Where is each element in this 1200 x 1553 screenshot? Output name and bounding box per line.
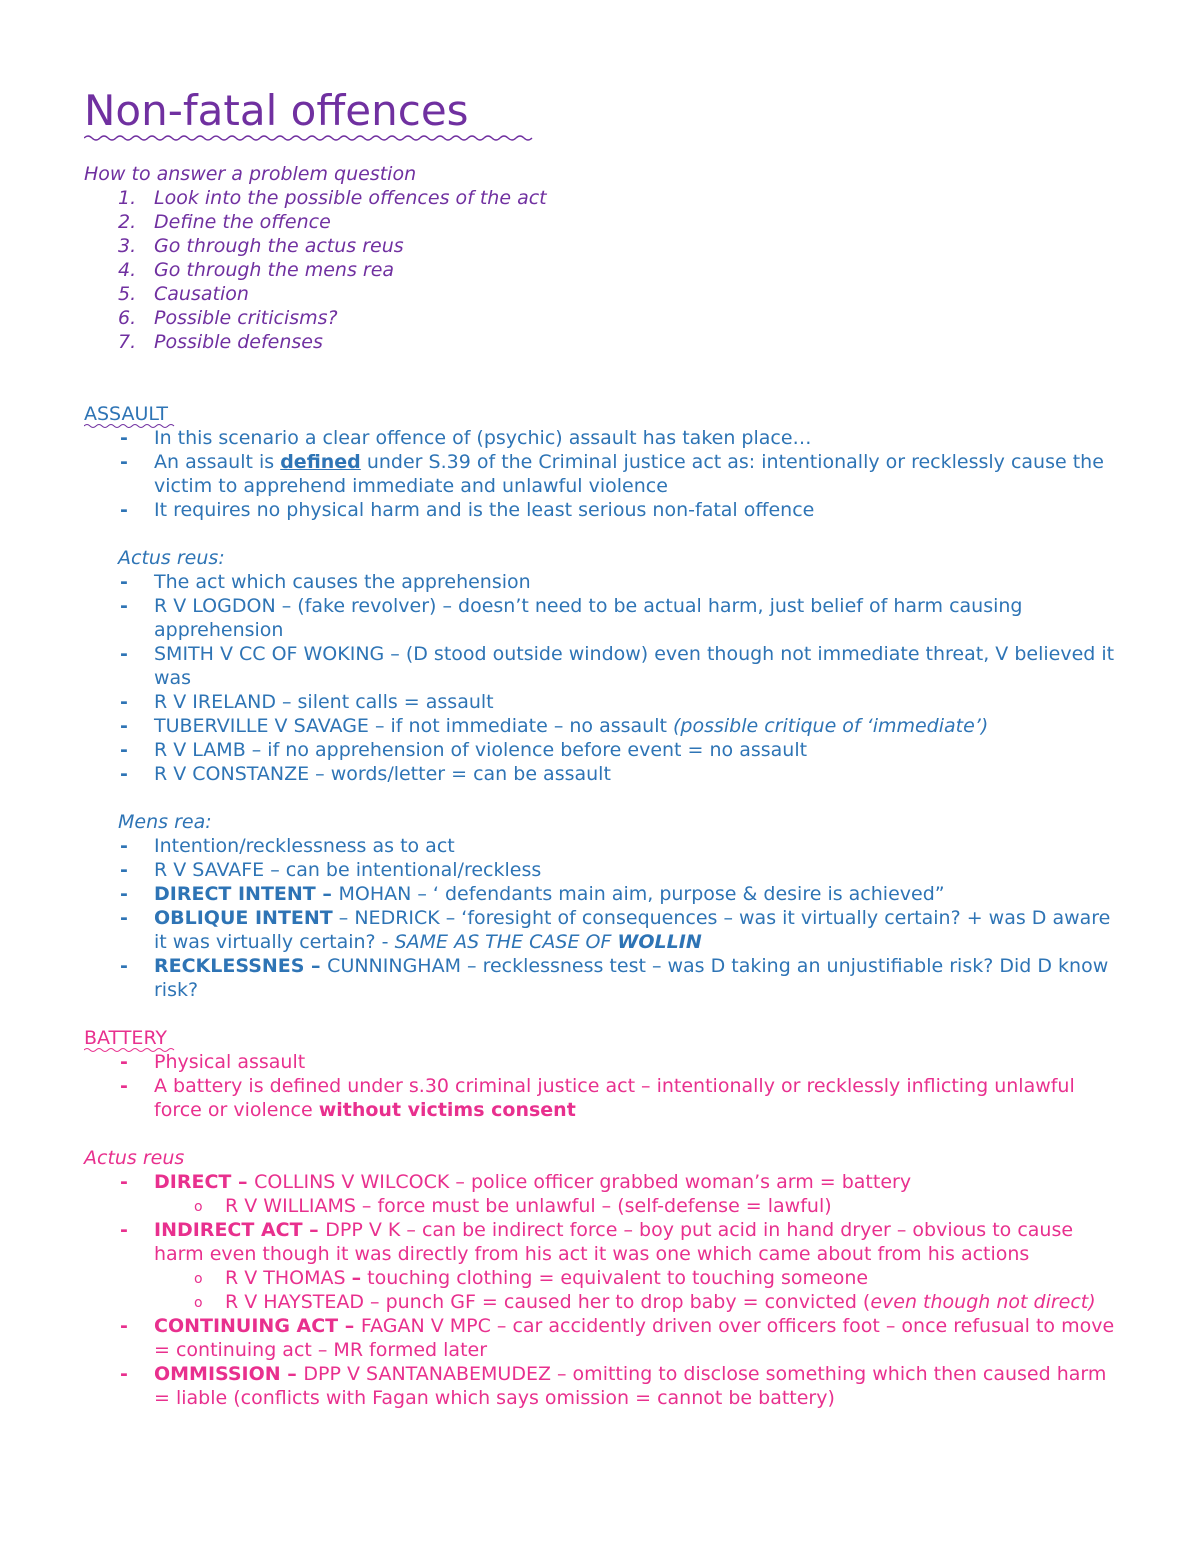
battery-intro-item <box>84 1074 1124 1122</box>
step-text: Go through the mens rea <box>154 259 395 281</box>
assault-intro-item <box>84 498 1124 522</box>
step-number: 7. <box>118 331 137 353</box>
item-text: COLLINS V WILCOCK – police officer grabbed woman’s arm = battery <box>254 1171 912 1193</box>
item-text: A battery is defined under s.30 criminal justice act – intentionally or recklessly inflicting unlawful force or violence <box>154 1075 1075 1121</box>
assault-mens-item <box>84 858 1124 882</box>
page-title <box>84 88 469 138</box>
assault-intro-item <box>84 426 1124 450</box>
item-italic: SAME AS THE CASE OF <box>394 931 618 953</box>
howto-step <box>84 210 1124 234</box>
assault-mens-label: Mens rea: <box>118 811 212 833</box>
bullet: - <box>120 595 128 617</box>
assault-mens-item <box>84 834 1124 858</box>
howto-step <box>84 330 1124 354</box>
step-text: Go through the actus reus <box>154 235 404 257</box>
bullet: - <box>120 691 128 713</box>
assault-actus-label: Actus reus: <box>118 547 225 569</box>
title-text: Non-fatal offences <box>84 86 469 135</box>
item-text: DPP V SANTANABEMUDEZ – omitting to disclose something which then caused harm = liable (conflicts with Fagan which says omission = cannot be battery) <box>154 1363 1107 1409</box>
item-text: R V SAVAFE – can be intentional/reckless <box>154 859 542 881</box>
step-number: 3. <box>118 235 137 257</box>
item-bold: INDIRECT ACT – <box>154 1219 326 1241</box>
bullet: - <box>120 955 128 977</box>
howto-step <box>84 234 1124 258</box>
bullet: - <box>120 763 128 785</box>
bullet: - <box>120 499 128 521</box>
step-number: 6. <box>118 307 137 329</box>
item-text: SMITH V CC OF WOKING – (D stood outside window) even though not immediate threat, V believed it was <box>154 643 1115 689</box>
item-italic: (possible critique of ‘immediate’) <box>672 715 989 737</box>
item-bold: RECKLESSNES – <box>154 955 328 977</box>
item-text: R V LAMB – if no apprehension of violence before event = no assault <box>154 739 808 761</box>
spellcheck-squiggle <box>84 134 536 142</box>
item-bold: – <box>351 1267 362 1289</box>
bullet: - <box>120 1171 128 1193</box>
item-text: Physical assault <box>154 1051 306 1073</box>
assault-actus-item <box>84 762 1124 786</box>
assault-mens-list <box>84 834 1124 1002</box>
assault-mens-item <box>84 882 1124 906</box>
bullet: o <box>194 1199 203 1215</box>
bullet: - <box>120 427 128 449</box>
howto-step <box>84 258 1124 282</box>
item-text: FAGAN V MPC – car accidently driven over officers foot – once refusual to move = continuing act – MR formed later <box>154 1315 1115 1361</box>
item-text: – NEDRICK – ‘foresight of consequences – was it virtually certain? + was D aware it was virtually certain? - <box>154 907 1111 953</box>
item-emphasis: defined <box>280 451 361 473</box>
bullet: - <box>120 907 128 929</box>
item-text: In this scenario a clear offence of (psychic) assault has taken place… <box>154 427 812 449</box>
battery-heading: BATTERY <box>84 1026 167 1050</box>
battery-intro-item <box>84 1050 1124 1074</box>
item-text: touching clothing = equivalent to touching someone <box>361 1267 869 1289</box>
battery-sub-item <box>84 1194 1124 1218</box>
item-text: Intention/recklessness as to act <box>154 835 455 857</box>
bullet: o <box>194 1271 203 1287</box>
assault-actus-item <box>84 738 1124 762</box>
bullet: - <box>120 859 128 881</box>
assault-intro-list <box>84 426 1124 522</box>
bullet: - <box>120 1219 128 1241</box>
battery-actus-item <box>84 1218 1124 1314</box>
howto-step <box>84 186 1124 210</box>
item-text: R V IRELAND – silent calls = assault <box>154 691 494 713</box>
assault-actus-item <box>84 570 1124 594</box>
item-text: CUNNINGHAM – recklessness test – was D taking an unjustifiable risk? Did D know risk? <box>154 955 1109 1001</box>
step-number: 5. <box>118 283 137 305</box>
bullet: - <box>120 835 128 857</box>
item-text: DPP V K – can be indirect force – boy put acid in hand dryer – obvious to cause harm even though it was directly from his act it was one which came about from his actions <box>154 1219 1074 1265</box>
sub-bullet-list <box>154 1266 1124 1314</box>
step-text: Look into the possible offences of the act <box>154 187 547 209</box>
assault-actus-item <box>84 690 1124 714</box>
howto-step <box>84 282 1124 306</box>
item-text: R V WILLIAMS – force must be unlawful – (self-defense = lawful) <box>225 1195 832 1217</box>
item-text: under S.39 of the Criminal justice act as: intentionally or recklessly cause the victim to apprehend immediate and unlawful violence <box>154 451 1104 497</box>
assault-heading: ASSAULT <box>84 402 168 426</box>
step-text: Causation <box>154 283 249 305</box>
bullet: - <box>120 883 128 905</box>
item-text: R V HAYSTEAD – punch GF = caused her to drop baby = convicted ( <box>225 1291 871 1313</box>
item-text: R V THOMAS <box>225 1267 352 1289</box>
step-number: 1. <box>118 187 137 209</box>
bullet: - <box>120 571 128 593</box>
bullet: - <box>120 1315 128 1337</box>
howto-step <box>84 306 1124 330</box>
battery-sub-item <box>84 1290 1124 1314</box>
battery-actus-label: Actus reus <box>84 1147 185 1169</box>
battery-intro-list <box>84 1050 1124 1122</box>
howto-steps <box>84 186 1124 354</box>
battery-actus-list <box>84 1170 1124 1410</box>
bullet: o <box>194 1295 203 1311</box>
bullet: - <box>120 1363 128 1385</box>
howto-heading: How to answer a problem question <box>84 163 417 185</box>
bullet: - <box>120 739 128 761</box>
sub-bullet-list <box>154 1194 1124 1218</box>
item-text: MOHAN – ‘ defendants main aim, purpose & desire is achieved” <box>338 883 945 905</box>
item-text: The act which causes the apprehension <box>154 571 531 593</box>
step-number: 2. <box>118 211 137 233</box>
assault-actus-item <box>84 594 1124 642</box>
item-text: R V CONSTANZE – words/letter = can be assault <box>154 763 611 785</box>
step-text: Possible criticisms? <box>154 307 338 329</box>
battery-actus-item <box>84 1314 1124 1362</box>
bullet: - <box>120 1051 128 1073</box>
assault-actus-item <box>84 642 1124 690</box>
item-bold: OMMISSION – <box>154 1363 304 1385</box>
item-bold-italic: WOLLIN <box>617 931 702 953</box>
step-text: Possible defenses <box>154 331 323 353</box>
item-text: It requires no physical harm and is the least serious non-fatal offence <box>154 499 815 521</box>
item-bold: OBLIQUE INTENT <box>154 907 333 929</box>
item-bold: CONTINUING ACT – <box>154 1315 361 1337</box>
assault-mens-item <box>84 906 1124 954</box>
battery-sub-item <box>84 1266 1124 1290</box>
document-body <box>84 88 1124 1410</box>
bullet: - <box>120 1075 128 1097</box>
battery-actus-item <box>84 1362 1124 1410</box>
bullet: - <box>120 643 128 665</box>
assault-intro-item <box>84 450 1124 498</box>
item-bold: DIRECT INTENT – <box>154 883 339 905</box>
bullet: - <box>120 715 128 737</box>
step-number: 4. <box>118 259 137 281</box>
bullet: - <box>120 451 128 473</box>
item-text: TUBERVILLE V SAVAGE – if not immediate – no assault <box>154 715 673 737</box>
item-bold: DIRECT – <box>154 1171 255 1193</box>
item-text: R V LOGDON – (fake revolver) – doesn’t need to be actual harm, just belief of harm causing apprehension <box>154 595 1023 641</box>
assault-actus-item <box>84 714 1124 738</box>
item-italic: even though not direct) <box>870 1291 1096 1313</box>
item-bold: without victims consent <box>318 1099 576 1121</box>
assault-mens-item <box>84 954 1124 1002</box>
battery-actus-item <box>84 1170 1124 1218</box>
step-text: Define the offence <box>154 211 331 233</box>
assault-actus-list <box>84 570 1124 786</box>
item-text: An assault is <box>154 451 281 473</box>
